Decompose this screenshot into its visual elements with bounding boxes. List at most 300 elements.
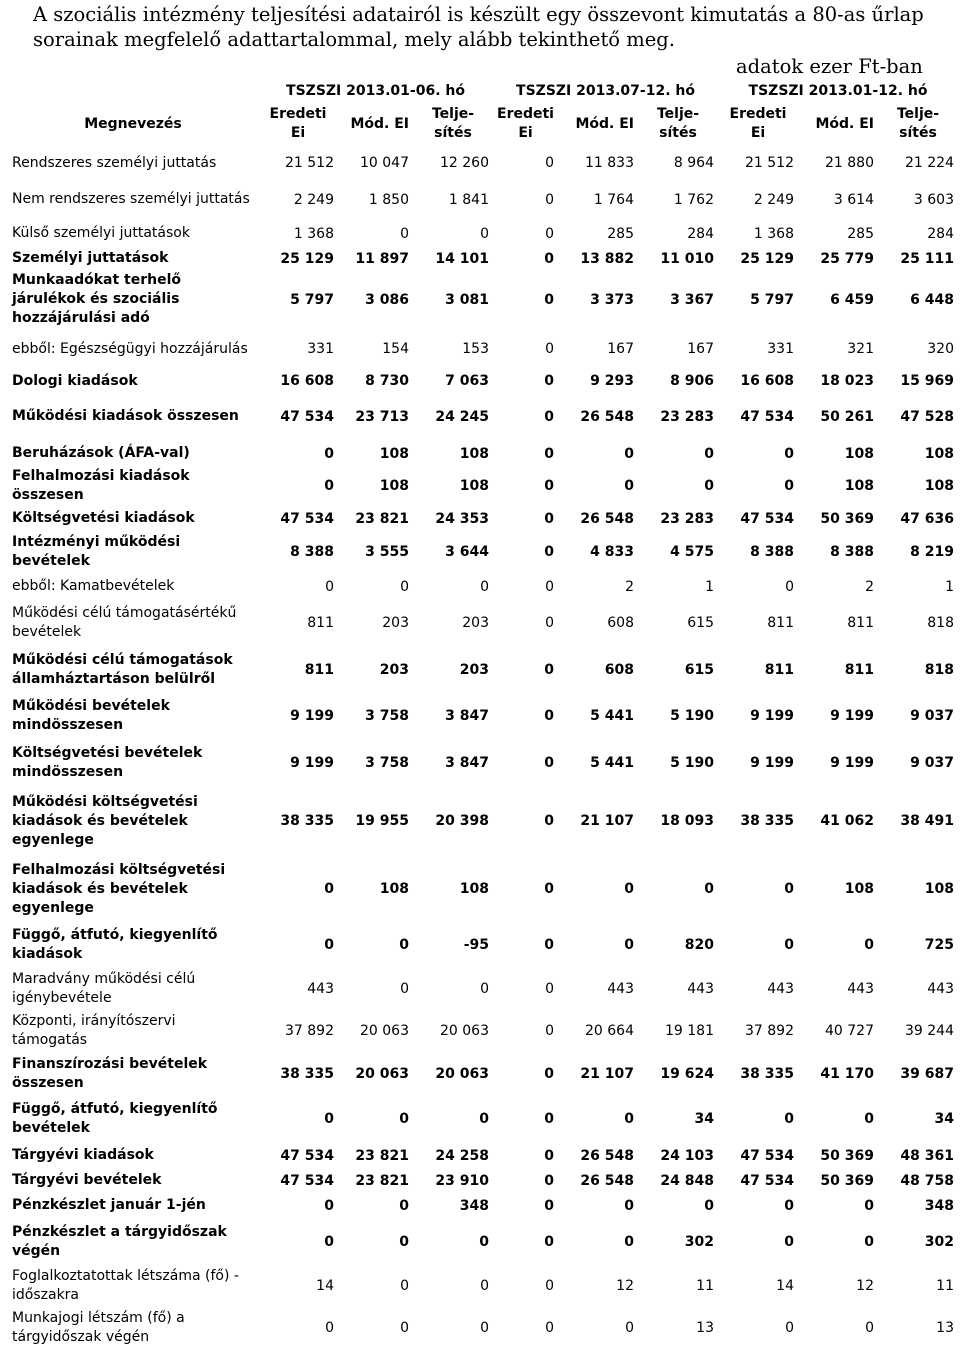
value-cell: 2 249 [753,191,794,208]
value-cell: 284 [687,225,714,242]
value-cell: 0 [544,445,554,462]
value-cell: 38 335 [740,813,794,829]
value-cell: 0 [864,1111,874,1127]
table-row [8,1052,958,1095]
value-cell: 108 [924,445,954,462]
value-cell: 18 023 [820,373,874,389]
value-cell: 811 [767,615,794,631]
value-cell: 11 [696,1278,714,1294]
value-cell: 0 [479,1233,489,1250]
value-cell: 4 575 [670,544,714,560]
table-row [8,739,958,786]
row-label: Felhalmozási költségvetési kiadások és bevételek egyenlege [12,861,226,916]
table-row [8,600,958,646]
value-cell: 167 [607,341,634,357]
value-cell: 26 548 [580,408,634,425]
value-cell: 5 190 [670,754,714,771]
value-cell: 3 847 [445,708,489,724]
row-label: Működési célú támogatások államháztartáson belülről [12,651,233,687]
value-cell: 25 111 [900,250,954,267]
value-cell: 0 [544,544,554,560]
value-cell: 5 190 [670,708,714,724]
row-label: Külső személyi juttatások [12,225,190,241]
value-cell: 3 081 [445,291,489,308]
row-label: Nem rendszeres személyi juttatás [12,191,250,207]
value-cell: 0 [624,478,634,494]
value-cell: 6 459 [830,291,874,308]
value-cell: 39 687 [900,1065,954,1082]
value-cell: 0 [324,881,334,897]
value-cell: 10 047 [360,155,409,171]
value-cell: 108 [379,881,409,897]
value-cell: 0 [704,445,714,462]
value-cell: 3 614 [833,191,874,208]
value-cell: 108 [379,478,409,494]
value-cell: 39 244 [905,1023,954,1039]
value-cell: 34 [694,1111,714,1127]
value-cell: 16 608 [740,373,794,389]
row-label: Felhalmozási kiadások összesen [12,468,190,503]
value-cell: 8 730 [365,373,409,389]
value-cell: 23 283 [660,510,714,527]
value-cell: 38 335 [280,1065,334,1082]
value-cell: 108 [379,445,409,462]
value-cell: 9 037 [910,708,954,724]
value-cell: 331 [767,341,794,357]
value-cell: 0 [624,1233,634,1250]
value-cell: 48 361 [900,1147,954,1164]
value-cell: 38 491 [900,813,954,829]
value-cell: 820 [684,937,714,953]
value-cell: 41 170 [820,1065,874,1082]
value-cell: 9 199 [290,708,334,724]
value-cell: 0 [624,1197,634,1214]
value-cell: 23 910 [435,1172,489,1189]
col-teljesites-header: Telje- sítés [431,106,475,141]
value-cell: 348 [459,1197,489,1214]
value-cell: 26 548 [580,1172,634,1189]
value-cell: 48 758 [900,1172,954,1189]
value-cell: 0 [544,1233,554,1250]
value-cell: 23 821 [355,510,409,527]
value-cell: 20 063 [440,1023,489,1039]
value-cell: 8 964 [673,155,714,171]
value-cell: 0 [544,813,554,829]
value-cell: 0 [545,225,554,242]
value-cell: 608 [607,615,634,631]
value-cell: 0 [704,1197,714,1214]
value-cell: 0 [865,1320,874,1336]
value-cell: 0 [544,754,554,771]
value-cell: 0 [545,1278,554,1294]
value-cell: 23 821 [355,1172,409,1189]
value-cell: 811 [764,661,794,678]
value-cell: 3 086 [365,291,409,308]
value-cell: 0 [864,1197,874,1214]
row-label: Működési kiadások összesen [12,408,239,424]
table-row [8,693,958,739]
value-cell: 0 [784,937,794,953]
value-cell: 21 107 [580,1065,634,1082]
table-row [8,271,958,328]
value-cell: 811 [844,661,874,678]
value-cell: 443 [307,981,334,997]
value-cell: 21 512 [285,155,334,171]
row-label: Intézményi működési bevételek [12,534,181,569]
value-cell: 20 063 [355,1065,409,1082]
value-cell: 11 [936,1278,954,1294]
value-cell: 0 [784,478,794,494]
value-cell: 25 129 [740,250,794,267]
value-cell: 20 398 [435,813,489,829]
value-cell: 0 [544,1147,554,1164]
value-cell: 8 388 [830,544,874,560]
value-cell: 108 [459,881,489,897]
value-cell: 0 [784,1111,794,1127]
value-cell: 21 107 [580,813,634,829]
value-cell: 21 224 [905,155,954,171]
value-cell: 0 [784,445,794,462]
value-cell: 24 245 [435,408,489,425]
table-row [8,1168,958,1193]
value-cell: 0 [545,981,554,997]
value-cell: 3 644 [445,544,489,560]
value-cell: 0 [480,578,489,595]
table-row [8,531,958,573]
value-cell: 47 534 [740,510,794,527]
value-cell: 0 [480,981,489,997]
value-cell: 0 [480,1278,489,1294]
value-cell: 7 063 [445,373,489,389]
value-cell: 0 [545,578,554,595]
value-cell: 8 388 [750,544,794,560]
table-row [8,1143,958,1168]
table-body [8,148,958,1349]
value-cell: 0 [545,155,554,171]
value-cell: 320 [927,341,954,357]
value-cell: 725 [924,937,954,953]
row-label: Rendszeres személyi juttatás [12,154,217,171]
value-cell: 25 129 [280,250,334,267]
value-cell: 13 882 [580,250,634,267]
value-cell: 0 [480,1320,489,1336]
value-cell: 285 [847,225,874,242]
value-cell: 811 [307,615,334,631]
table-row [8,506,958,531]
row-label: Munkaadókat terhelő járulékok és szociális hozzájárulási adó [12,272,182,326]
value-cell: 0 [324,445,334,462]
value-cell: 0 [704,881,714,897]
value-cell: 0 [704,478,714,494]
value-cell: 9 199 [750,754,794,771]
value-cell: 38 335 [740,1065,794,1082]
table-row [8,1095,958,1143]
value-cell: 0 [545,341,554,357]
value-cell: 0 [544,708,554,724]
value-cell: 443 [607,981,634,997]
value-cell: 15 969 [900,373,954,389]
value-cell: 2 [865,578,874,595]
table-row [8,466,958,506]
col-mod-header: Mód. EI [575,115,634,132]
table-row [8,646,958,693]
value-cell: 25 779 [820,250,874,267]
value-cell: 24 848 [660,1172,714,1189]
value-cell: 47 534 [280,1172,334,1189]
table-row [8,1265,958,1307]
group-header-h2: TSZSZI 2013.07-12. hó [516,83,695,99]
row-label: Tárgyévi kiadások [12,1147,154,1163]
value-cell: 13 [696,1320,714,1336]
table-row [8,786,958,856]
value-cell: 0 [544,937,554,953]
value-cell: 0 [544,373,554,389]
value-cell: 811 [304,661,334,678]
value-cell: 108 [844,478,874,494]
value-cell: 9 199 [750,708,794,724]
value-cell: 24 353 [435,510,489,527]
value-cell: 1 [945,578,954,595]
col-mod-header: Mód. EI [815,115,874,132]
value-cell: 19 955 [355,813,409,829]
col-mod-header: Mód. EI [350,115,409,132]
col-eredeti-header: Eredeti Ei [269,106,327,141]
value-cell: 0 [544,291,554,308]
row-label: Működési költségvetési kiadások és bevételek egyenlege [12,793,198,848]
value-cell: 0 [324,937,334,953]
value-cell: 302 [684,1233,714,1250]
row-label: Foglalkoztatottak létszáma (fő) - időszakra [12,1268,239,1303]
group-header-h1: TSZSZI 2013.01-06. hó [286,83,465,99]
value-cell: 443 [927,981,954,997]
value-cell: 0 [544,408,554,425]
value-cell: 50 369 [820,510,874,527]
table-row [8,246,958,271]
value-cell: 1 841 [448,191,489,208]
value-cell: 19 624 [660,1065,714,1082]
value-cell: 0 [864,937,874,953]
value-cell: 18 093 [660,813,714,829]
value-cell: 3 758 [365,708,409,724]
value-cell: 0 [545,1023,554,1039]
row-label: Működési célú támogatásértékű bevételek [12,605,237,640]
value-cell: 9 199 [830,754,874,771]
value-cell: 0 [399,1233,409,1250]
value-cell: 0 [400,578,409,595]
row-label: Maradvány működési célú igénybevétele [12,971,196,1006]
value-cell: 443 [767,981,794,997]
value-cell: 20 063 [360,1023,409,1039]
value-cell: 0 [324,1233,334,1250]
value-cell: 23 821 [355,1147,409,1164]
table-row [8,370,958,392]
value-cell: 26 548 [580,1147,634,1164]
value-cell: 154 [382,341,409,357]
value-cell: 0 [785,1320,794,1336]
value-cell: 1 850 [368,191,409,208]
value-cell: 34 [934,1111,954,1127]
value-cell: 108 [459,445,489,462]
value-cell: 16 608 [280,373,334,389]
value-cell: -95 [463,937,489,953]
value-cell: 21 512 [745,155,794,171]
row-label: Költségvetési bevételek mindösszesen [12,744,203,780]
value-cell: 8 388 [290,544,334,560]
table-row [8,1193,958,1218]
table-row [8,1307,958,1349]
value-cell: 3 847 [445,754,489,771]
value-cell: 615 [687,615,714,631]
value-cell: 818 [924,661,954,678]
value-cell: 2 [625,578,634,595]
value-cell: 0 [624,445,634,462]
value-cell: 38 335 [280,813,334,829]
value-cell: 284 [927,225,954,242]
value-cell: 1 368 [293,225,334,242]
value-cell: 5 441 [590,754,634,771]
value-cell: 26 548 [580,510,634,527]
value-cell: 47 534 [740,408,794,425]
value-cell: 608 [604,661,634,678]
table-row [8,221,958,246]
value-cell: 5 797 [750,291,794,308]
row-label: Pénzkészlet január 1-jén [12,1197,206,1213]
row-label: Személyi juttatások [12,250,169,266]
value-cell: 12 [856,1278,874,1294]
value-cell: 0 [325,1320,334,1336]
value-cell: 23 713 [355,408,409,425]
value-cell: 3 555 [365,544,409,560]
value-cell: 0 [864,1233,874,1250]
value-cell: 0 [324,478,334,494]
value-cell: 50 369 [820,1172,874,1189]
value-cell: 331 [307,341,334,357]
value-cell: 0 [399,1111,409,1127]
value-cell: 14 101 [435,250,489,267]
value-cell: 0 [400,1320,409,1336]
value-cell: 203 [459,661,489,678]
value-cell: 47 534 [280,1147,334,1164]
value-cell: 108 [924,478,954,494]
row-label: Dologi kiadások [12,372,138,389]
value-cell: 0 [400,981,409,997]
value-cell: 0 [400,1278,409,1294]
value-cell: 11 833 [585,155,634,171]
value-cell: 4 833 [590,544,634,560]
value-cell: 203 [379,661,409,678]
value-cell: 302 [924,1233,954,1250]
value-cell: 443 [687,981,714,997]
row-label: Beruházások (ÁFA-val) [12,445,190,461]
value-cell: 0 [544,1111,554,1127]
value-cell: 811 [847,615,874,631]
row-label: Működési bevételek mindösszesen [12,698,170,733]
intro-paragraph: A szociális intézmény teljesítési adatairól is készült egy összevont kimutatás a 80-as űrlap sorainak megfelelő adattartalommal, mely alább tekinthető meg. [33,3,924,51]
value-cell: 0 [545,615,554,631]
table-row [8,178,958,221]
table-row [8,392,958,441]
value-cell: 47 534 [280,408,334,425]
table-row [8,441,958,466]
value-cell: 108 [844,881,874,897]
value-cell: 0 [324,1111,334,1127]
value-cell: 0 [400,225,409,242]
value-cell: 203 [462,615,489,631]
value-cell: 41 062 [820,813,874,829]
value-cell: 9 293 [590,373,634,389]
value-cell: 6 448 [910,291,954,308]
value-cell: 0 [544,1197,554,1214]
value-cell: 14 [316,1278,334,1294]
row-label: Pénzkészlet a tárgyidőszak végén [12,1223,227,1259]
value-cell: 0 [785,578,794,595]
value-cell: 12 [616,1278,634,1294]
value-cell: 153 [462,341,489,357]
value-cell: 0 [784,1197,794,1214]
value-cell: 37 892 [745,1023,794,1039]
value-cell: 11 010 [660,250,714,267]
table-row [8,1218,958,1265]
table-row [8,328,958,370]
value-cell: 348 [924,1197,954,1214]
value-cell: 108 [459,478,489,494]
value-cell: 23 283 [660,408,714,425]
value-cell: 13 [936,1320,954,1336]
value-cell: 24 258 [435,1147,489,1164]
value-cell: 19 181 [665,1023,714,1039]
value-cell: 5 797 [290,291,334,308]
table-row [8,856,958,922]
value-cell: 3 367 [670,291,714,308]
value-cell: 0 [624,1111,634,1127]
value-cell: 47 534 [740,1172,794,1189]
value-cell: 1 368 [753,225,794,242]
value-cell: 12 260 [440,155,489,171]
value-cell: 3 758 [365,754,409,771]
row-label: Finanszírozási bevételek összesen [12,1055,208,1091]
value-cell: 0 [545,191,554,208]
value-cell: 20 063 [435,1065,489,1082]
value-cell: 818 [927,615,954,631]
value-cell: 108 [844,445,874,462]
col-teljesites-header: Telje- sítés [656,106,700,141]
value-cell: 0 [625,1320,634,1336]
row-label: Munkajogi létszám (fő) a tárgyidőszak végén [12,1310,185,1345]
value-cell: 0 [479,1111,489,1127]
table-header [8,82,958,148]
value-cell: 0 [544,1065,554,1082]
value-cell: 0 [545,1320,554,1336]
name-column-header: Megnevezés [84,116,182,132]
value-cell: 0 [324,1197,334,1214]
value-cell: 50 261 [820,408,874,425]
row-label: Függő, átfutó, kiegyenlítő kiadások [12,927,218,962]
value-cell: 20 664 [585,1023,634,1039]
value-cell: 1 [705,578,714,595]
value-cell: 0 [544,881,554,897]
value-cell: 1 764 [593,191,634,208]
value-cell: 0 [784,881,794,897]
value-cell: 0 [784,1233,794,1250]
table-row [8,968,958,1010]
value-cell: 1 762 [673,191,714,208]
value-cell: 443 [847,981,874,997]
value-cell: 0 [624,937,634,953]
table-row [8,148,958,178]
value-cell: 0 [399,937,409,953]
table-row [8,922,958,968]
value-cell: 11 897 [355,250,409,267]
